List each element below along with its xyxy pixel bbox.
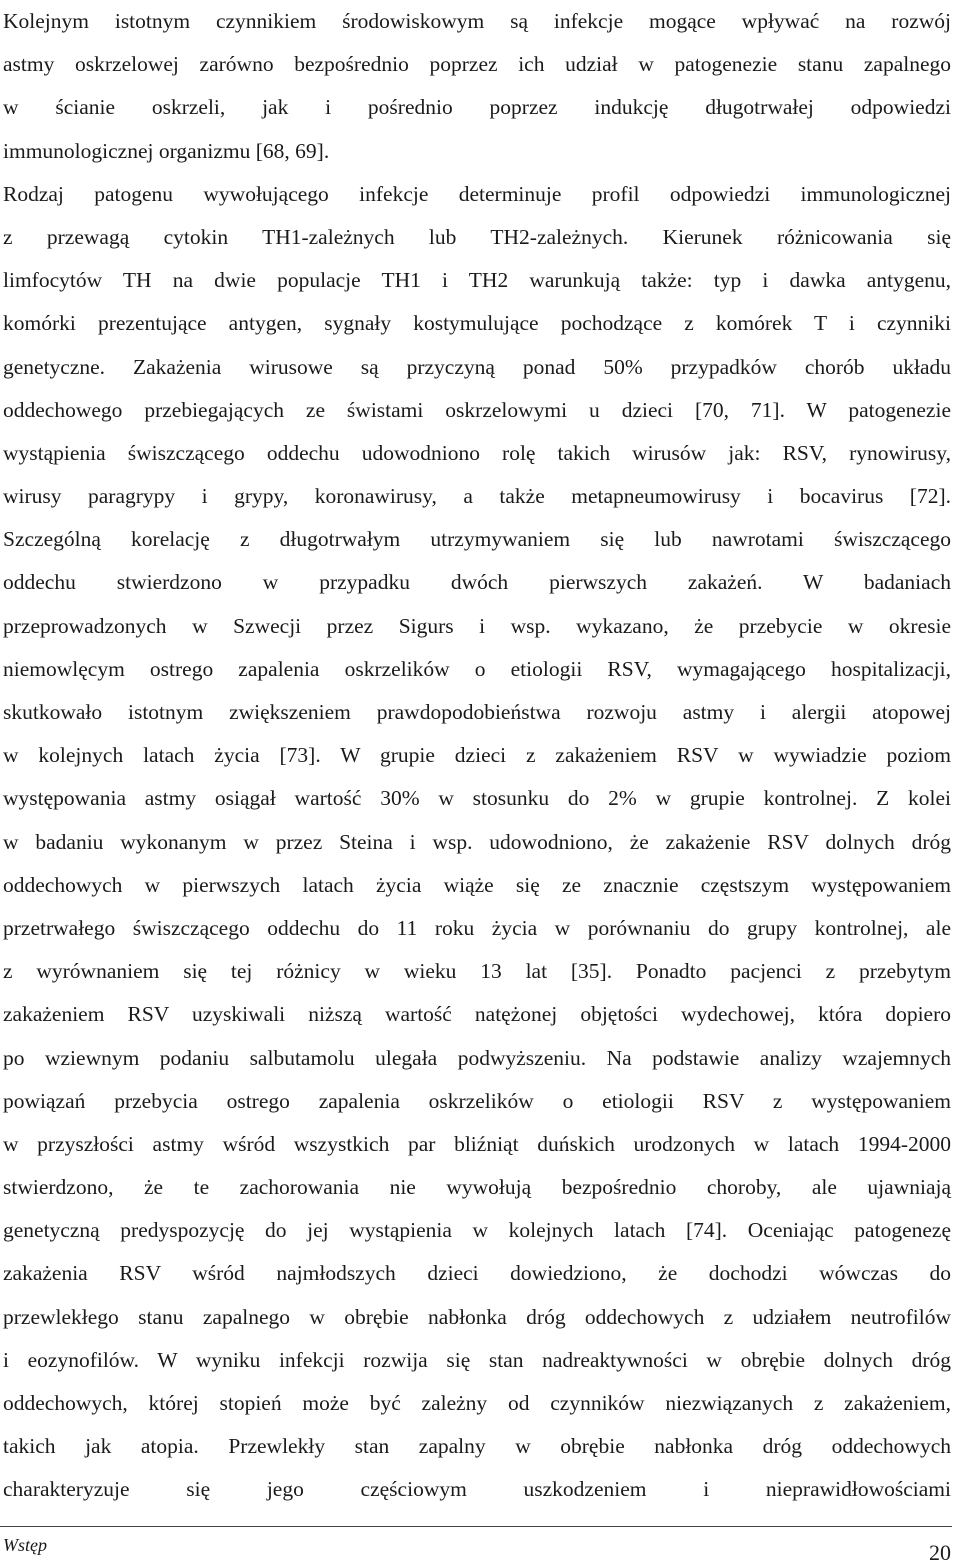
text-line: wystąpienia świszczącego oddechu udowodniono rolę takich wirusów jak: RSV, rynowirusy, [3, 440, 951, 465]
text-line: astmy oskrzelowej zarówno bezpośrednio poprzez ich udział w patogenezie stanu zapalnego [3, 52, 951, 77]
text-line: przeprowadzonych w Szwecji przez Sigurs i wsp. wykazano, że przebycie w okresie [3, 613, 951, 638]
text-line: powiązań przebycia ostrego zapalenia oskrzelików o etiologii RSV z występowaniem [3, 1088, 951, 1113]
text-line: Rodzaj patogenu wywołującego infekcje determinuje profil odpowiedzi immunologicznej [3, 181, 951, 206]
text-line: skutkowało istotnym zwiększeniem prawdopodobieństwa rozwoju astmy i alergii atopowej [3, 700, 951, 724]
text-line: genetyczne. Zakażenia wirusowe są przyczyną ponad 50% przypadków chorób układu [3, 354, 951, 379]
text-line: zakażenia RSV wśród najmłodszych dzieci dowiedziono, że dochodzi wówczas do [3, 1261, 951, 1286]
text-line: wirusy paragrypy i grypy, koronawirusy, a także metapneumowirusy i bocavirus [72]. [3, 484, 951, 509]
text-line: w badaniu wykonanym w przez Steina i wsp. udowodniono, że zakażenie RSV dolnych dróg [3, 829, 951, 854]
text-line: w przyszłości astmy wśród wszystkich par bliźniąt duńskich urodzonych w latach 1994-2000 [3, 1131, 951, 1156]
footer-section-label: Wstęp [3, 1535, 47, 1555]
text-line: limfocytów TH na dwie populacje TH1 i TH2 warunkują także: typ i dawka antygenu, [3, 268, 951, 293]
text-line: stwierdzono, że te zachorowania nie wywołują bezpośrednio choroby, ale ujawniają [3, 1175, 951, 1200]
text-line: i eozynofilów. W wyniku infekcji rozwija się stan nadreaktywności w obrębie dolnych dróg [3, 1347, 951, 1372]
text-line: Szczególną korelację z długotrwałym utrzymywaniem się lub nawrotami świszczącego [3, 527, 951, 552]
text-line: immunologicznej organizmu [68, 69]. [3, 138, 330, 163]
text-line: z przewagą cytokin TH1-zależnych lub TH2-zależnych. Kierunek różnicowania się [3, 224, 951, 249]
body-text [3, 0, 951, 1512]
text-line: oddechowych w pierwszych latach życia wiąże się ze znacznie częstszym występowaniem [3, 872, 951, 897]
text-line: niemowlęcym ostrego zapalenia oskrzelików o etiologii RSV, wymagającego hospitalizacji, [3, 656, 951, 681]
text-line: oddechowego przebiegających ze świstami oskrzelowymi u dzieci [70, 71]. W patogenezie [3, 397, 951, 422]
text-line: przewlekłego stanu zapalnego w obrębie nabłonka dróg oddechowych z udziałem neutrofilów [3, 1304, 951, 1329]
text-line: komórki prezentujące antygen, sygnały kostymulujące pochodzące z komórek T i czynniki [3, 311, 951, 336]
text-line: zakażeniem RSV uzyskiwali niższą wartość natężonej objętości wydechowej, która dopiero [3, 1002, 951, 1027]
text-line: z wyrównaniem się tej różnicy w wieku 13 lat [35]. Ponadto pacjenci z przebytym [3, 959, 951, 984]
text-line: przetrwałego świszczącego oddechu do 11 roku życia w porównaniu do grupy kontrolnej, ale [3, 915, 951, 940]
text-line: w kolejnych latach życia [73]. W grupie dzieci z zakażeniem RSV w wywiadzie poziom [3, 743, 951, 768]
text-line: charakteryzuje się jego częściowym uszkodzeniem i nieprawidłowościami [3, 1477, 951, 1502]
text-line: występowania astmy osiągał wartość 30% w stosunku do 2% w grupie kontrolnej. Z kolei [3, 786, 951, 811]
text-line: oddechu stwierdzono w przypadku dwóch pierwszych zakażeń. W badaniach [3, 570, 951, 595]
text-line: Kolejnym istotnym czynnikiem środowiskowym są infekcje mogące wpływać na rozwój [3, 9, 951, 33]
text-line: oddechowych, której stopień może być zależny od czynników niezwiązanych z zakażeniem, [3, 1391, 951, 1415]
text-line: w ścianie oskrzeli, jak i pośrednio poprzez indukcję długotrwałej odpowiedzi [3, 95, 951, 120]
footer-divider [0, 1526, 952, 1527]
text-line: takich jak atopia. Przewlekły stan zapalny w obrębie nabłonka dróg oddechowych [3, 1434, 951, 1459]
text-line: genetyczną predyspozycję do jej wystąpienia w kolejnych latach [74]. Oceniając patogenezę [3, 1218, 951, 1243]
text-line: po wziewnym podaniu salbutamolu ulegała podwyższeniu. Na podstawie analizy wzajemnych [3, 1045, 951, 1070]
page-number: 20 [929, 1540, 951, 1565]
